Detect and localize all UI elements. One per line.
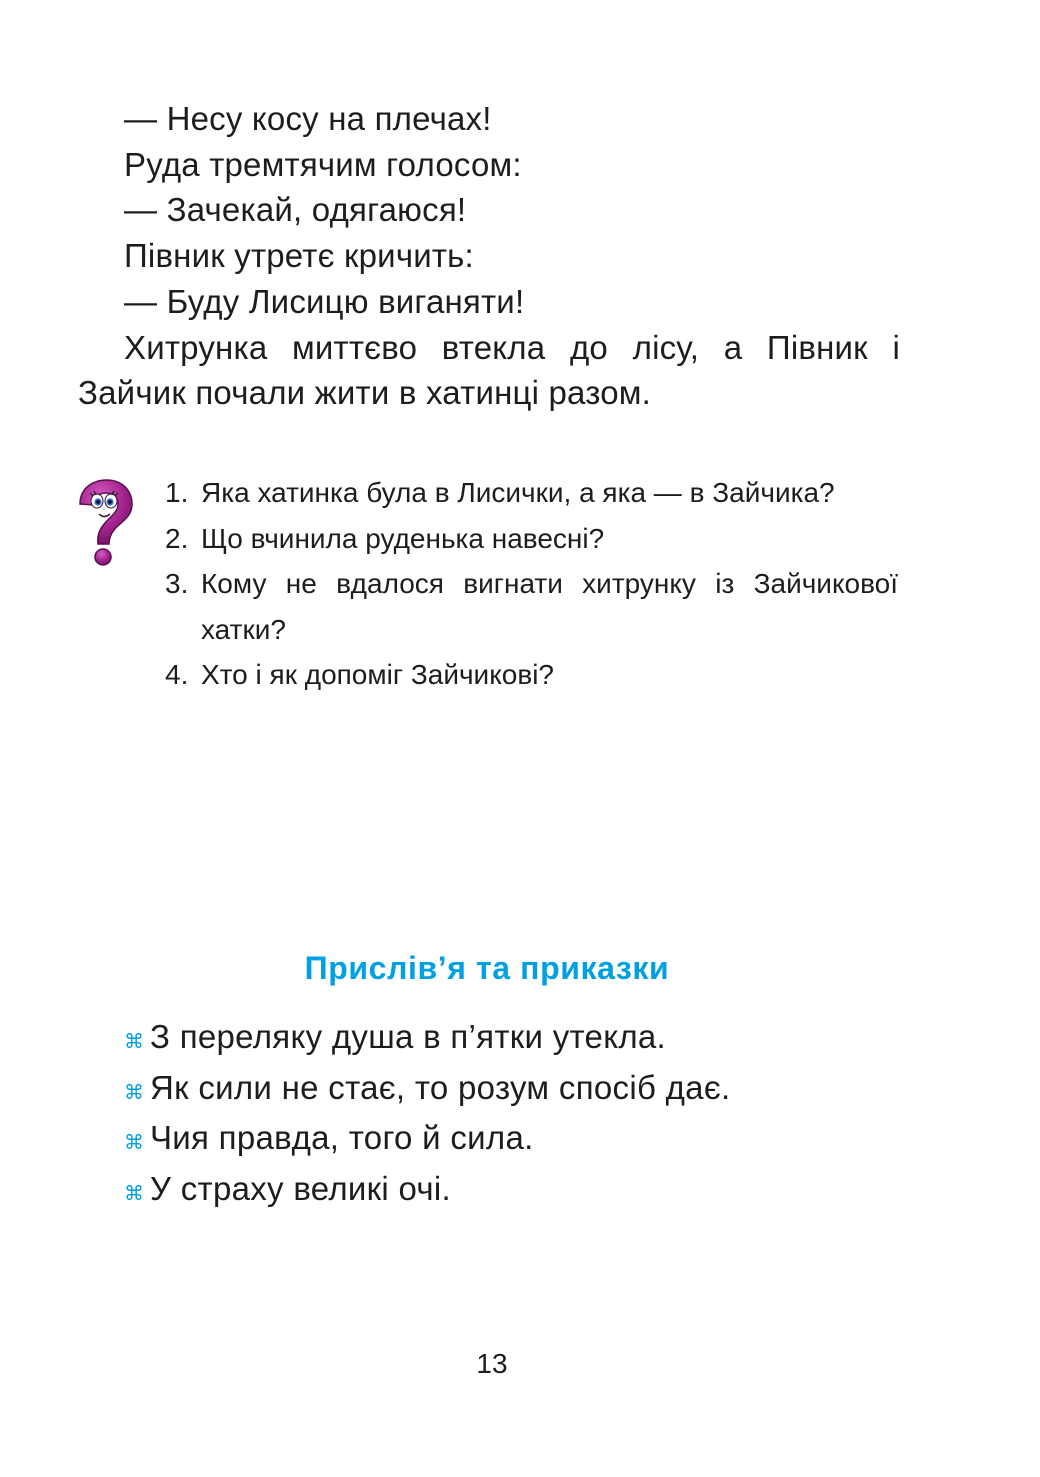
question-item xyxy=(165,561,898,652)
question-number: 1. xyxy=(165,477,189,508)
question-item xyxy=(165,470,898,516)
proverb-text: З переляку душа в п’ятки утекла. xyxy=(150,1018,666,1055)
question-text: Хто і як допоміг Зайчикові? xyxy=(201,659,554,690)
story-line: Хитрунка миттєво втекла до лісу, а Півник і Зайчик почали жити в хатинці разом. xyxy=(78,328,900,412)
story-line: — Зачекай, одягаюся! xyxy=(124,191,467,229)
question-text: Кому не вдалося вигнати хитрунку із Зайчикової хатки? xyxy=(201,568,898,645)
command-symbol-icon: ⌘ xyxy=(124,1079,145,1104)
proverbs-title: Прислів’я та приказки xyxy=(304,950,670,986)
proverb-item xyxy=(124,1115,730,1166)
proverb-item xyxy=(124,1065,730,1116)
proverb-item xyxy=(124,1166,730,1217)
proverb-text: У страху великі очі. xyxy=(150,1169,451,1207)
question-item xyxy=(165,516,898,562)
command-symbol-icon: ⌘ xyxy=(124,1180,145,1205)
proverbs-list xyxy=(124,1014,730,1216)
questions-list xyxy=(165,470,898,698)
story-line: Руда тремтячим голосом: xyxy=(124,145,522,183)
question-number: 3. xyxy=(165,568,189,599)
question-mark-character-icon xyxy=(74,478,136,568)
story-line: Півник утретє кричить: xyxy=(124,237,474,275)
story-line: — Буду Лисицю виганяти! xyxy=(124,282,525,320)
proverb-text: Чия правда, того й сила. xyxy=(150,1119,534,1156)
question-text: Що вчинила руденька навесні? xyxy=(201,522,605,554)
question-item xyxy=(165,652,898,698)
question-text: Яка хатинка була в Лисички, а яка — в Зайчика? xyxy=(201,477,835,508)
page-number: 13 xyxy=(476,1348,508,1379)
question-number: 2. xyxy=(165,522,189,554)
proverb-text: Як сили не стає, то розум спосіб дає. xyxy=(150,1068,731,1106)
story-text xyxy=(78,96,900,416)
command-symbol-icon: ⌘ xyxy=(124,1130,145,1154)
question-number: 4. xyxy=(165,659,189,690)
command-symbol-icon: ⌘ xyxy=(124,1029,145,1053)
story-line: — Несу косу на плечах! xyxy=(124,100,492,137)
proverb-item xyxy=(124,1014,730,1065)
